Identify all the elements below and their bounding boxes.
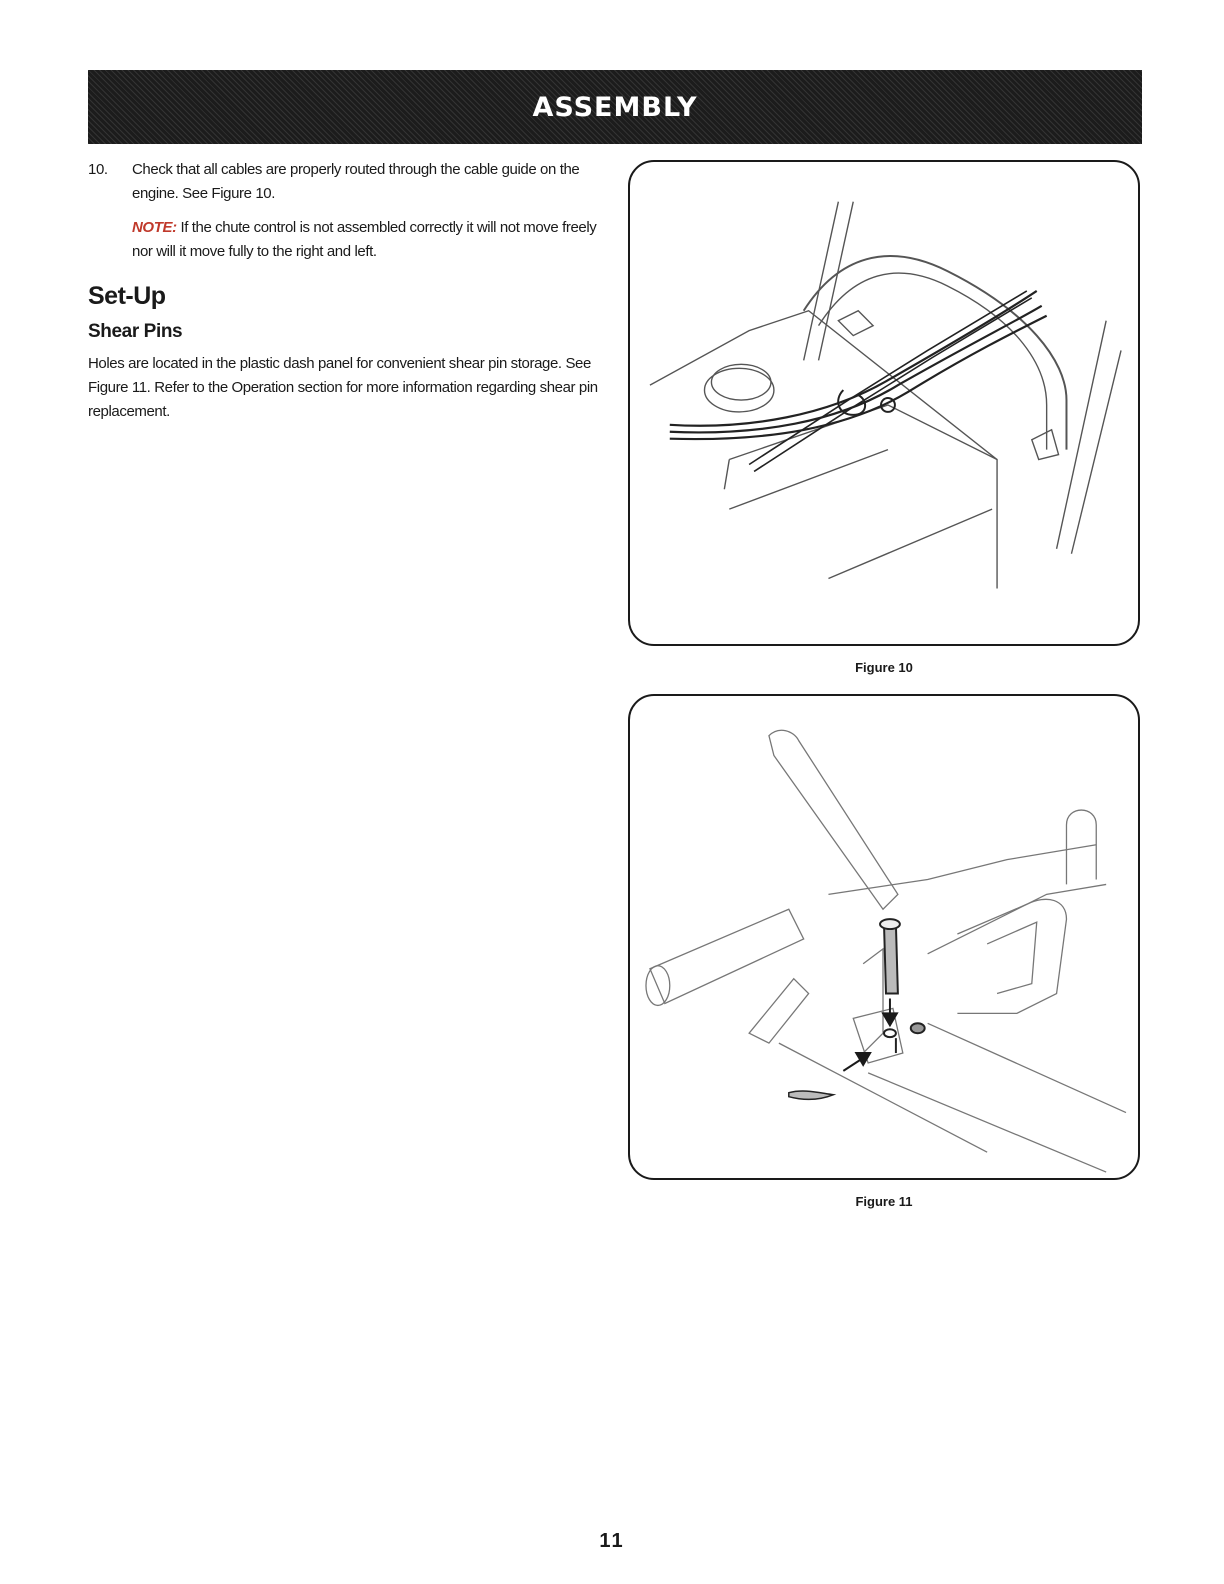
note-text: If the chute control is not assembled correctly it will not move freely nor will it move fully to the right and left. [132,219,597,260]
figure-11-caption: Figure 11 [855,1194,913,1209]
subsection-title: Shear Pins [88,321,183,342]
figure-10-caption: Figure 10 [855,660,913,675]
figure-11-image [628,694,1140,1180]
page-title: ASSEMBLY [532,91,698,123]
step-text: Check that all cables are properly routed through the cable guide on the engine. See Figure 10. [132,161,580,202]
shear-pin-storage-illustration [630,696,1138,1178]
step-number: 10. [88,161,108,178]
note-label: NOTE: [132,219,177,236]
figure-10-image [628,160,1140,646]
page-number: 11 [599,1530,625,1552]
section-title: Set-Up [88,282,166,310]
note [132,216,598,264]
cable-routing-illustration [630,162,1138,644]
text-column [88,158,598,424]
shear-pins-paragraph: Holes are located in the plastic dash panel for convenient shear pin storage. See Figure 11. Refer to the Operation section for more information regarding shear pin replacement. [88,355,598,420]
step-10 [88,158,598,206]
header-band [88,70,1142,144]
